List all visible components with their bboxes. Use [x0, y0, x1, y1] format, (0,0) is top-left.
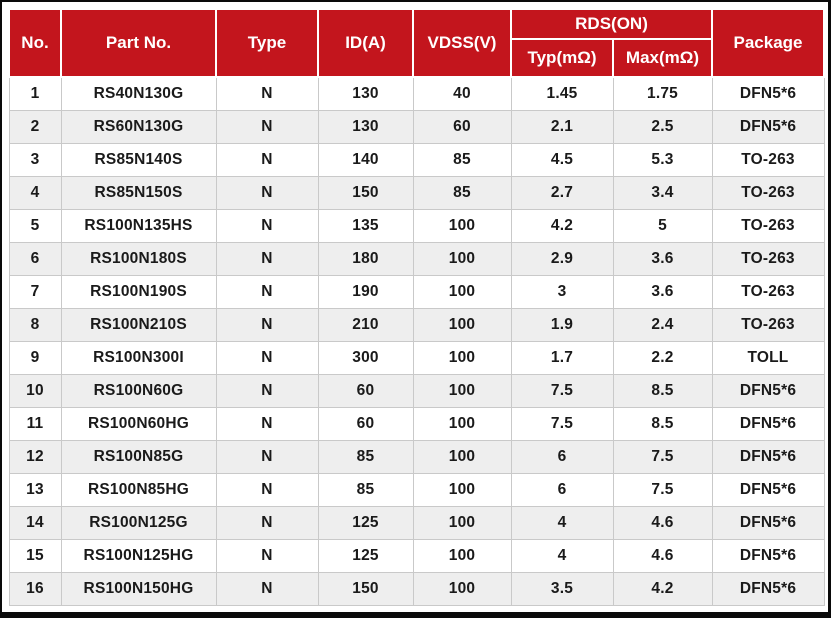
cell-rds-max: 5.3	[613, 143, 712, 176]
cell-rds-max: 4.2	[613, 572, 712, 605]
cell-rds-max: 8.5	[613, 374, 712, 407]
cell-vdss-v: 40	[413, 77, 511, 110]
cell-rds-typ: 1.45	[511, 77, 613, 110]
cell-part-no: RS60N130G	[61, 110, 216, 143]
cell-type: N	[216, 77, 318, 110]
cell-vdss-v: 85	[413, 176, 511, 209]
cell-vdss-v: 100	[413, 473, 511, 506]
cell-package: DFN5*6	[712, 110, 824, 143]
cell-no: 2	[9, 110, 61, 143]
cell-id-a: 300	[318, 341, 413, 374]
table-row	[9, 572, 824, 605]
cell-vdss-v: 100	[413, 506, 511, 539]
cell-id-a: 180	[318, 242, 413, 275]
cell-vdss-v: 100	[413, 572, 511, 605]
cell-package: TO-263	[712, 209, 824, 242]
col-header-package: Package	[712, 9, 824, 77]
cell-part-no: RS100N60G	[61, 374, 216, 407]
cell-type: N	[216, 572, 318, 605]
cell-vdss-v: 100	[413, 308, 511, 341]
col-header-type: Type	[216, 9, 318, 77]
cell-rds-max: 5	[613, 209, 712, 242]
cell-no: 6	[9, 242, 61, 275]
table-row	[9, 110, 824, 143]
table-row	[9, 506, 824, 539]
cell-rds-max: 8.5	[613, 407, 712, 440]
cell-rds-max: 4.6	[613, 506, 712, 539]
cell-id-a: 125	[318, 506, 413, 539]
cell-vdss-v: 100	[413, 275, 511, 308]
cell-rds-typ: 4.2	[511, 209, 613, 242]
table-row	[9, 275, 824, 308]
cell-id-a: 140	[318, 143, 413, 176]
cell-no: 7	[9, 275, 61, 308]
cell-part-no: RS85N150S	[61, 176, 216, 209]
cell-rds-typ: 4	[511, 506, 613, 539]
cell-rds-typ: 4.5	[511, 143, 613, 176]
cell-rds-max: 3.6	[613, 242, 712, 275]
cell-vdss-v: 100	[413, 374, 511, 407]
cell-package: DFN5*6	[712, 473, 824, 506]
cell-id-a: 60	[318, 407, 413, 440]
cell-part-no: RS100N190S	[61, 275, 216, 308]
table-row	[9, 374, 824, 407]
cell-type: N	[216, 242, 318, 275]
cell-part-no: RS100N125G	[61, 506, 216, 539]
cell-rds-max: 3.4	[613, 176, 712, 209]
cell-rds-max: 1.75	[613, 77, 712, 110]
cell-part-no: RS100N135HS	[61, 209, 216, 242]
cell-type: N	[216, 440, 318, 473]
cell-rds-max: 4.6	[613, 539, 712, 572]
col-header-no: No.	[9, 9, 61, 77]
cell-package: TO-263	[712, 242, 824, 275]
cell-package: DFN5*6	[712, 77, 824, 110]
cell-package: TO-263	[712, 143, 824, 176]
cell-id-a: 85	[318, 440, 413, 473]
cell-part-no: RS85N140S	[61, 143, 216, 176]
table-row	[9, 242, 824, 275]
cell-rds-typ: 6	[511, 440, 613, 473]
cell-package: TOLL	[712, 341, 824, 374]
cell-rds-max: 2.2	[613, 341, 712, 374]
cell-type: N	[216, 143, 318, 176]
cell-vdss-v: 100	[413, 242, 511, 275]
cell-no: 16	[9, 572, 61, 605]
mosfet-selection-table	[8, 8, 825, 606]
table-row	[9, 209, 824, 242]
cell-part-no: RS100N180S	[61, 242, 216, 275]
cell-id-a: 150	[318, 572, 413, 605]
cell-vdss-v: 100	[413, 209, 511, 242]
table-row	[9, 341, 824, 374]
cell-part-no: RS100N300I	[61, 341, 216, 374]
cell-type: N	[216, 209, 318, 242]
cell-id-a: 130	[318, 77, 413, 110]
col-header-part-no: Part No.	[61, 9, 216, 77]
cell-package: TO-263	[712, 308, 824, 341]
cell-type: N	[216, 506, 318, 539]
col-header-vdss-v: VDSS(V)	[413, 9, 511, 77]
cell-no: 9	[9, 341, 61, 374]
table-row	[9, 539, 824, 572]
table-header	[9, 9, 824, 77]
col-header-rds-max: Max(mΩ)	[613, 39, 712, 77]
cell-no: 1	[9, 77, 61, 110]
table-row	[9, 473, 824, 506]
cell-type: N	[216, 407, 318, 440]
cell-vdss-v: 100	[413, 539, 511, 572]
cell-rds-typ: 3	[511, 275, 613, 308]
cell-rds-max: 2.4	[613, 308, 712, 341]
cell-vdss-v: 100	[413, 407, 511, 440]
cell-package: TO-263	[712, 176, 824, 209]
cell-no: 10	[9, 374, 61, 407]
cell-id-a: 150	[318, 176, 413, 209]
table-body	[9, 77, 824, 605]
cell-vdss-v: 85	[413, 143, 511, 176]
cell-rds-typ: 3.5	[511, 572, 613, 605]
cell-package: DFN5*6	[712, 539, 824, 572]
cell-package: DFN5*6	[712, 572, 824, 605]
table-row	[9, 143, 824, 176]
cell-id-a: 60	[318, 374, 413, 407]
cell-rds-max: 2.5	[613, 110, 712, 143]
cell-part-no: RS100N125HG	[61, 539, 216, 572]
cell-rds-typ: 4	[511, 539, 613, 572]
cell-vdss-v: 100	[413, 440, 511, 473]
cell-id-a: 130	[318, 110, 413, 143]
cell-rds-typ: 2.1	[511, 110, 613, 143]
cell-part-no: RS100N210S	[61, 308, 216, 341]
table-row	[9, 440, 824, 473]
cell-rds-typ: 7.5	[511, 374, 613, 407]
cell-no: 8	[9, 308, 61, 341]
table-row	[9, 308, 824, 341]
cell-package: DFN5*6	[712, 374, 824, 407]
cell-id-a: 135	[318, 209, 413, 242]
cell-part-no: RS100N85HG	[61, 473, 216, 506]
col-header-id-a: ID(A)	[318, 9, 413, 77]
cell-type: N	[216, 473, 318, 506]
cell-package: TO-263	[712, 275, 824, 308]
cell-part-no: RS100N85G	[61, 440, 216, 473]
cell-package: DFN5*6	[712, 440, 824, 473]
cell-type: N	[216, 539, 318, 572]
cell-no: 12	[9, 440, 61, 473]
cell-rds-typ: 7.5	[511, 407, 613, 440]
cell-rds-typ: 2.7	[511, 176, 613, 209]
col-header-rds-typ: Typ(mΩ)	[511, 39, 613, 77]
cell-vdss-v: 100	[413, 341, 511, 374]
cell-no: 5	[9, 209, 61, 242]
cell-package: DFN5*6	[712, 407, 824, 440]
cell-id-a: 85	[318, 473, 413, 506]
cell-rds-max: 7.5	[613, 473, 712, 506]
col-header-rds-on: RDS(ON)	[511, 9, 712, 39]
cell-no: 11	[9, 407, 61, 440]
cell-rds-typ: 6	[511, 473, 613, 506]
cell-rds-typ: 1.9	[511, 308, 613, 341]
cell-rds-typ: 2.9	[511, 242, 613, 275]
cell-type: N	[216, 374, 318, 407]
table-row	[9, 77, 824, 110]
cell-id-a: 210	[318, 308, 413, 341]
cell-vdss-v: 60	[413, 110, 511, 143]
cell-no: 15	[9, 539, 61, 572]
cell-type: N	[216, 308, 318, 341]
cell-type: N	[216, 176, 318, 209]
cell-part-no: RS100N150HG	[61, 572, 216, 605]
cell-package: DFN5*6	[712, 506, 824, 539]
table-row	[9, 407, 824, 440]
cell-type: N	[216, 341, 318, 374]
cell-part-no: RS100N60HG	[61, 407, 216, 440]
cell-no: 4	[9, 176, 61, 209]
cell-type: N	[216, 110, 318, 143]
cell-part-no: RS40N130G	[61, 77, 216, 110]
cell-type: N	[216, 275, 318, 308]
cell-no: 13	[9, 473, 61, 506]
cell-id-a: 190	[318, 275, 413, 308]
cell-rds-typ: 1.7	[511, 341, 613, 374]
cell-rds-max: 3.6	[613, 275, 712, 308]
cell-id-a: 125	[318, 539, 413, 572]
cell-no: 14	[9, 506, 61, 539]
cell-no: 3	[9, 143, 61, 176]
cell-rds-max: 7.5	[613, 440, 712, 473]
table-row	[9, 176, 824, 209]
